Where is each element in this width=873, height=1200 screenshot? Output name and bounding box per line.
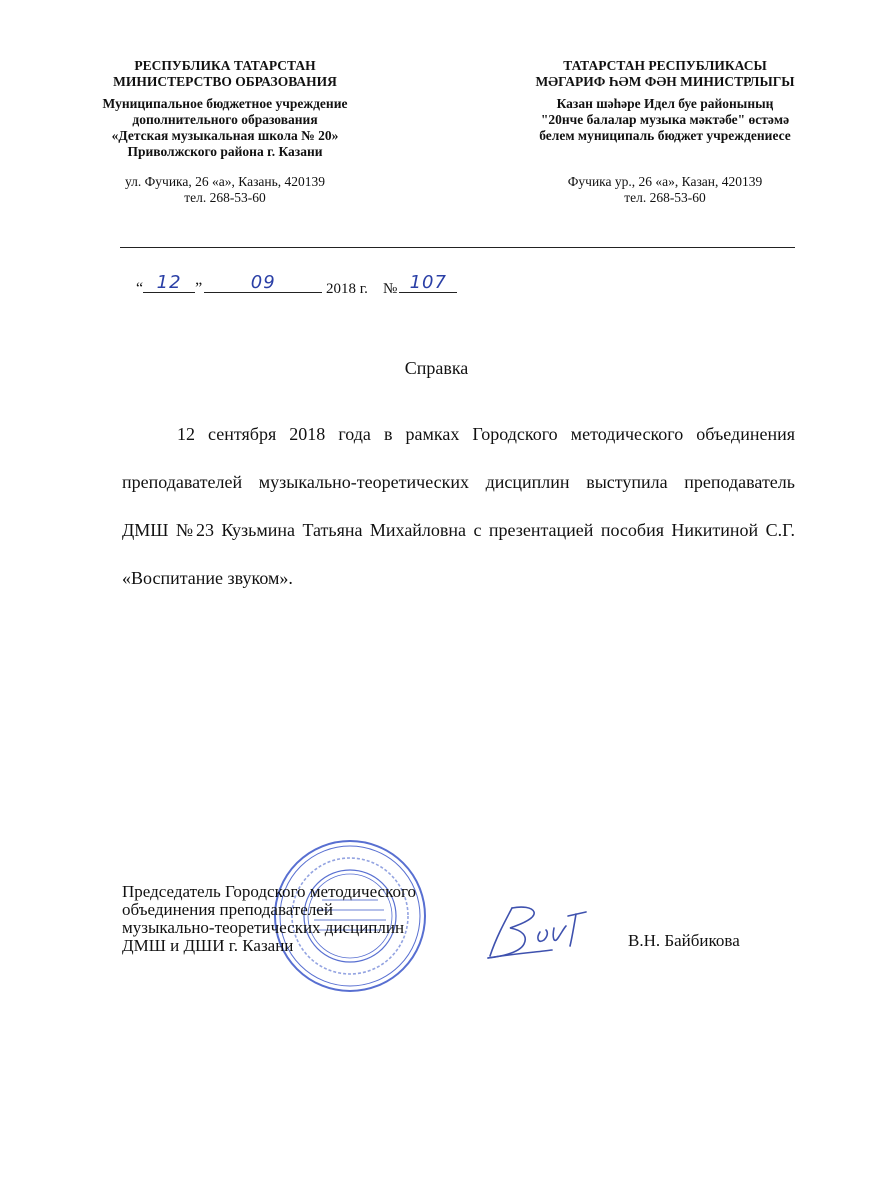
header-left-line3: Муниципальное бюджетное учреждение xyxy=(102,96,348,111)
header-left-line1: РЕСПУБЛИКА ТАТАРСТАН xyxy=(134,58,316,73)
header-left-line4: дополнительного образования xyxy=(132,112,318,127)
header-right xyxy=(500,58,830,206)
header-right-line5: белем муниципаль бюджет учреждениесе xyxy=(539,128,791,143)
header-left-phone: тел. 268-53-60 xyxy=(184,190,266,205)
document-body: 12 сентября 2018 года в рамках Городского методического объединения преподавателей музыкально-теоретических дисциплин выступила преподаватель ДМШ №23 Кузьмина Татьяна Михайловна с презентацией пособия Никитиной С.Г. «Воспитание звуком». xyxy=(122,424,795,588)
document-title: Справка xyxy=(404,358,469,378)
header-right-line1: ТАТАРСТАН РЕСПУБЛИКАСЫ xyxy=(563,58,767,73)
signatory-line2: объединения преподавателей xyxy=(122,900,333,919)
date-day-handwritten: 12 xyxy=(156,272,182,293)
date-open-quote: “ xyxy=(136,280,144,297)
header-left xyxy=(70,58,380,206)
header-left-address: ул. Фучика, 26 «а», Казань, 420139 xyxy=(124,174,326,189)
signer-name: В.Н. Байбикова xyxy=(628,931,740,950)
signatory-line1: Председатель Городского методического xyxy=(122,882,417,901)
date-day-field xyxy=(143,272,195,293)
signatory-line3: музыкально-теоретических дисциплин xyxy=(122,918,405,937)
header-right-address: Фучика ур., 26 «а», Казан, 420139 xyxy=(567,174,763,189)
signatory-position xyxy=(122,883,416,955)
doc-number-label: № xyxy=(382,281,398,297)
header-right-line2: МӘГАРИФ ҺӘМ ФӘН МИНИСТРЛЫГЫ xyxy=(535,74,795,89)
header-left-line2: МИНИСТЕРСТВО ОБРАЗОВАНИЯ xyxy=(113,74,337,89)
date-number-line xyxy=(136,272,457,298)
header-left-line6: Приволжского района г. Казани xyxy=(127,144,323,159)
header-divider xyxy=(120,247,795,248)
date-month-field xyxy=(204,272,322,293)
header-left-line5: «Детская музыкальная школа № 20» xyxy=(111,128,339,143)
header-right-phone: тел. 268-53-60 xyxy=(624,190,706,205)
date-year: 2018 г. xyxy=(325,281,368,297)
handwritten-signature xyxy=(482,898,592,968)
header-right-line3: Казан шәһәре Идел буе районының xyxy=(556,96,774,111)
date-close-quote: ” xyxy=(195,280,203,297)
doc-number-handwritten: 107 xyxy=(409,272,447,293)
signatory-line4: ДМШ и ДШИ г. Казани xyxy=(122,936,294,955)
date-month-handwritten: 09 xyxy=(250,272,276,293)
header-right-line4: "20нче балалар музыка мәктәбе" өстәмә xyxy=(540,112,790,127)
doc-number-field xyxy=(399,272,457,293)
